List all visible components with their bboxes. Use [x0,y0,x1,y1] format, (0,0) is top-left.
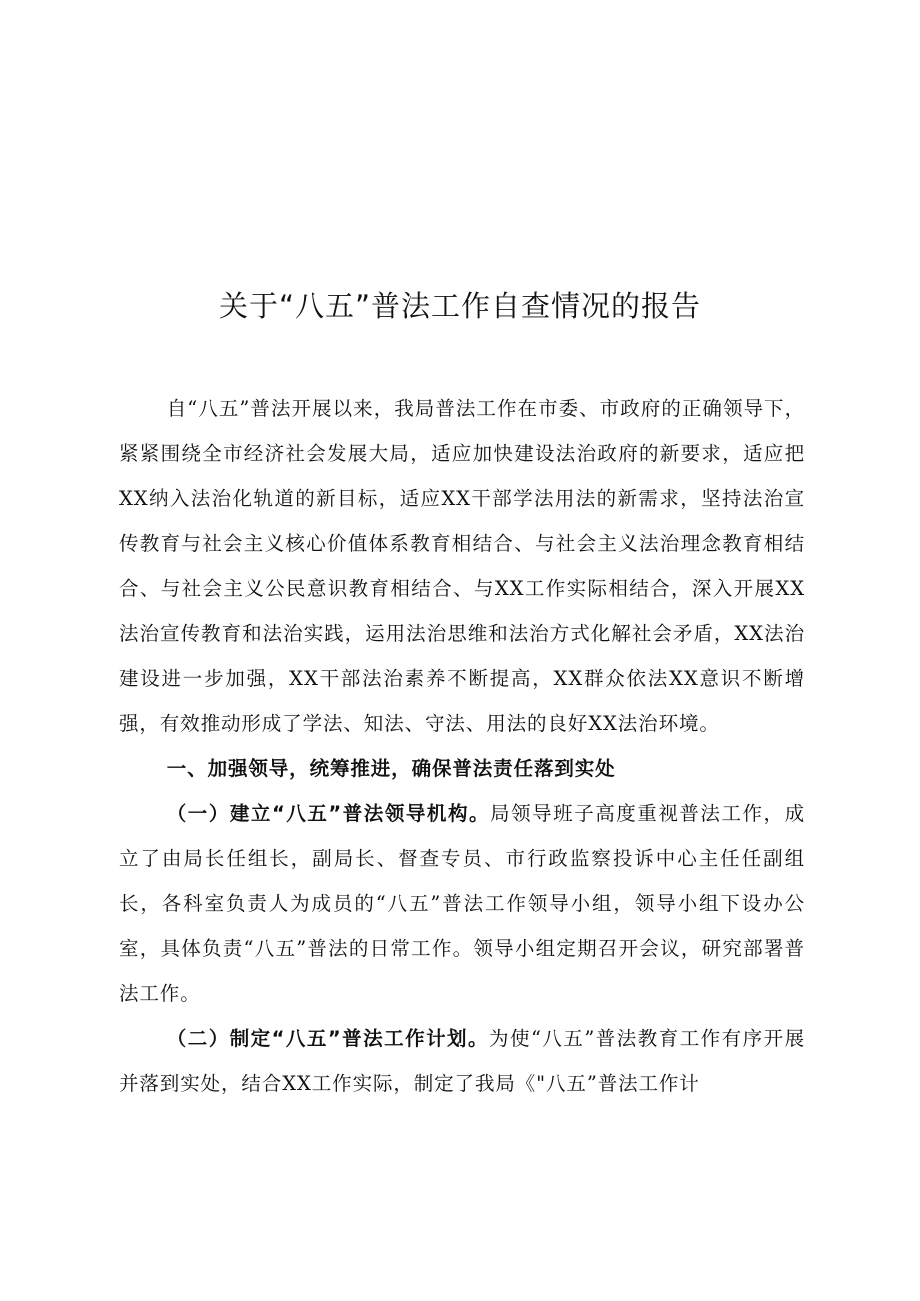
intro-paragraph: 自“八五”普法开展以来，我局普法工作在市委、市政府的正确领导下，紧紧围绕全市经济社会发展大局，适应加快建设法治政府的新要求，适应把XX纳入法治化轨道的新目标，适应XX干部学法用法的新需求，坚持法治宣传教育与社会主义核心价值体系教育相结合、与社会主义法治理念教育相结合、与社会主义公民意识教育相结合、与XX工作实际相结合，深入开展XX法治宣传教育和法治实践，运用法治思维和法治方式化解社会矛盾，XX法治建设进一步加强，XX干部法治素养不断提高，XX群众依法XX意识不断增强，有效推动形成了学法、知法、守法、用法的良好XX法治环境。 [119,397,805,735]
item-lead: （二）制定“八五”普法工作计划。 [166,1027,490,1050]
item-lead: （一）建立“八五”普法领导机构。 [166,802,491,825]
section-item-1 [119,791,805,1016]
document-body [119,386,805,1106]
item-text: 局领导班子高度重视普法工作，成立了由局长任组长，副局长、督查专员、市行政监察投诉中心主任任副组长，各科室负责人为成员的“八五”普法工作领导小组，领导小组下设办公室，具体负责“八五”普法的日常工作。领导小组定期召开会议，研究部署普法工作。 [119,802,805,1005]
section-item-2 [119,1016,805,1106]
document-title: 关于“八五”普法工作自查情况的报告 [218,289,702,323]
section-heading: 一、加强领导，统筹推进，确保普法责任落到实处 [166,757,616,780]
item-text: 为使“八五”普法教育工作有序开展并落到实处，结合XX工作实际，制定了我局《"八五”普法工作计 [119,1027,805,1095]
